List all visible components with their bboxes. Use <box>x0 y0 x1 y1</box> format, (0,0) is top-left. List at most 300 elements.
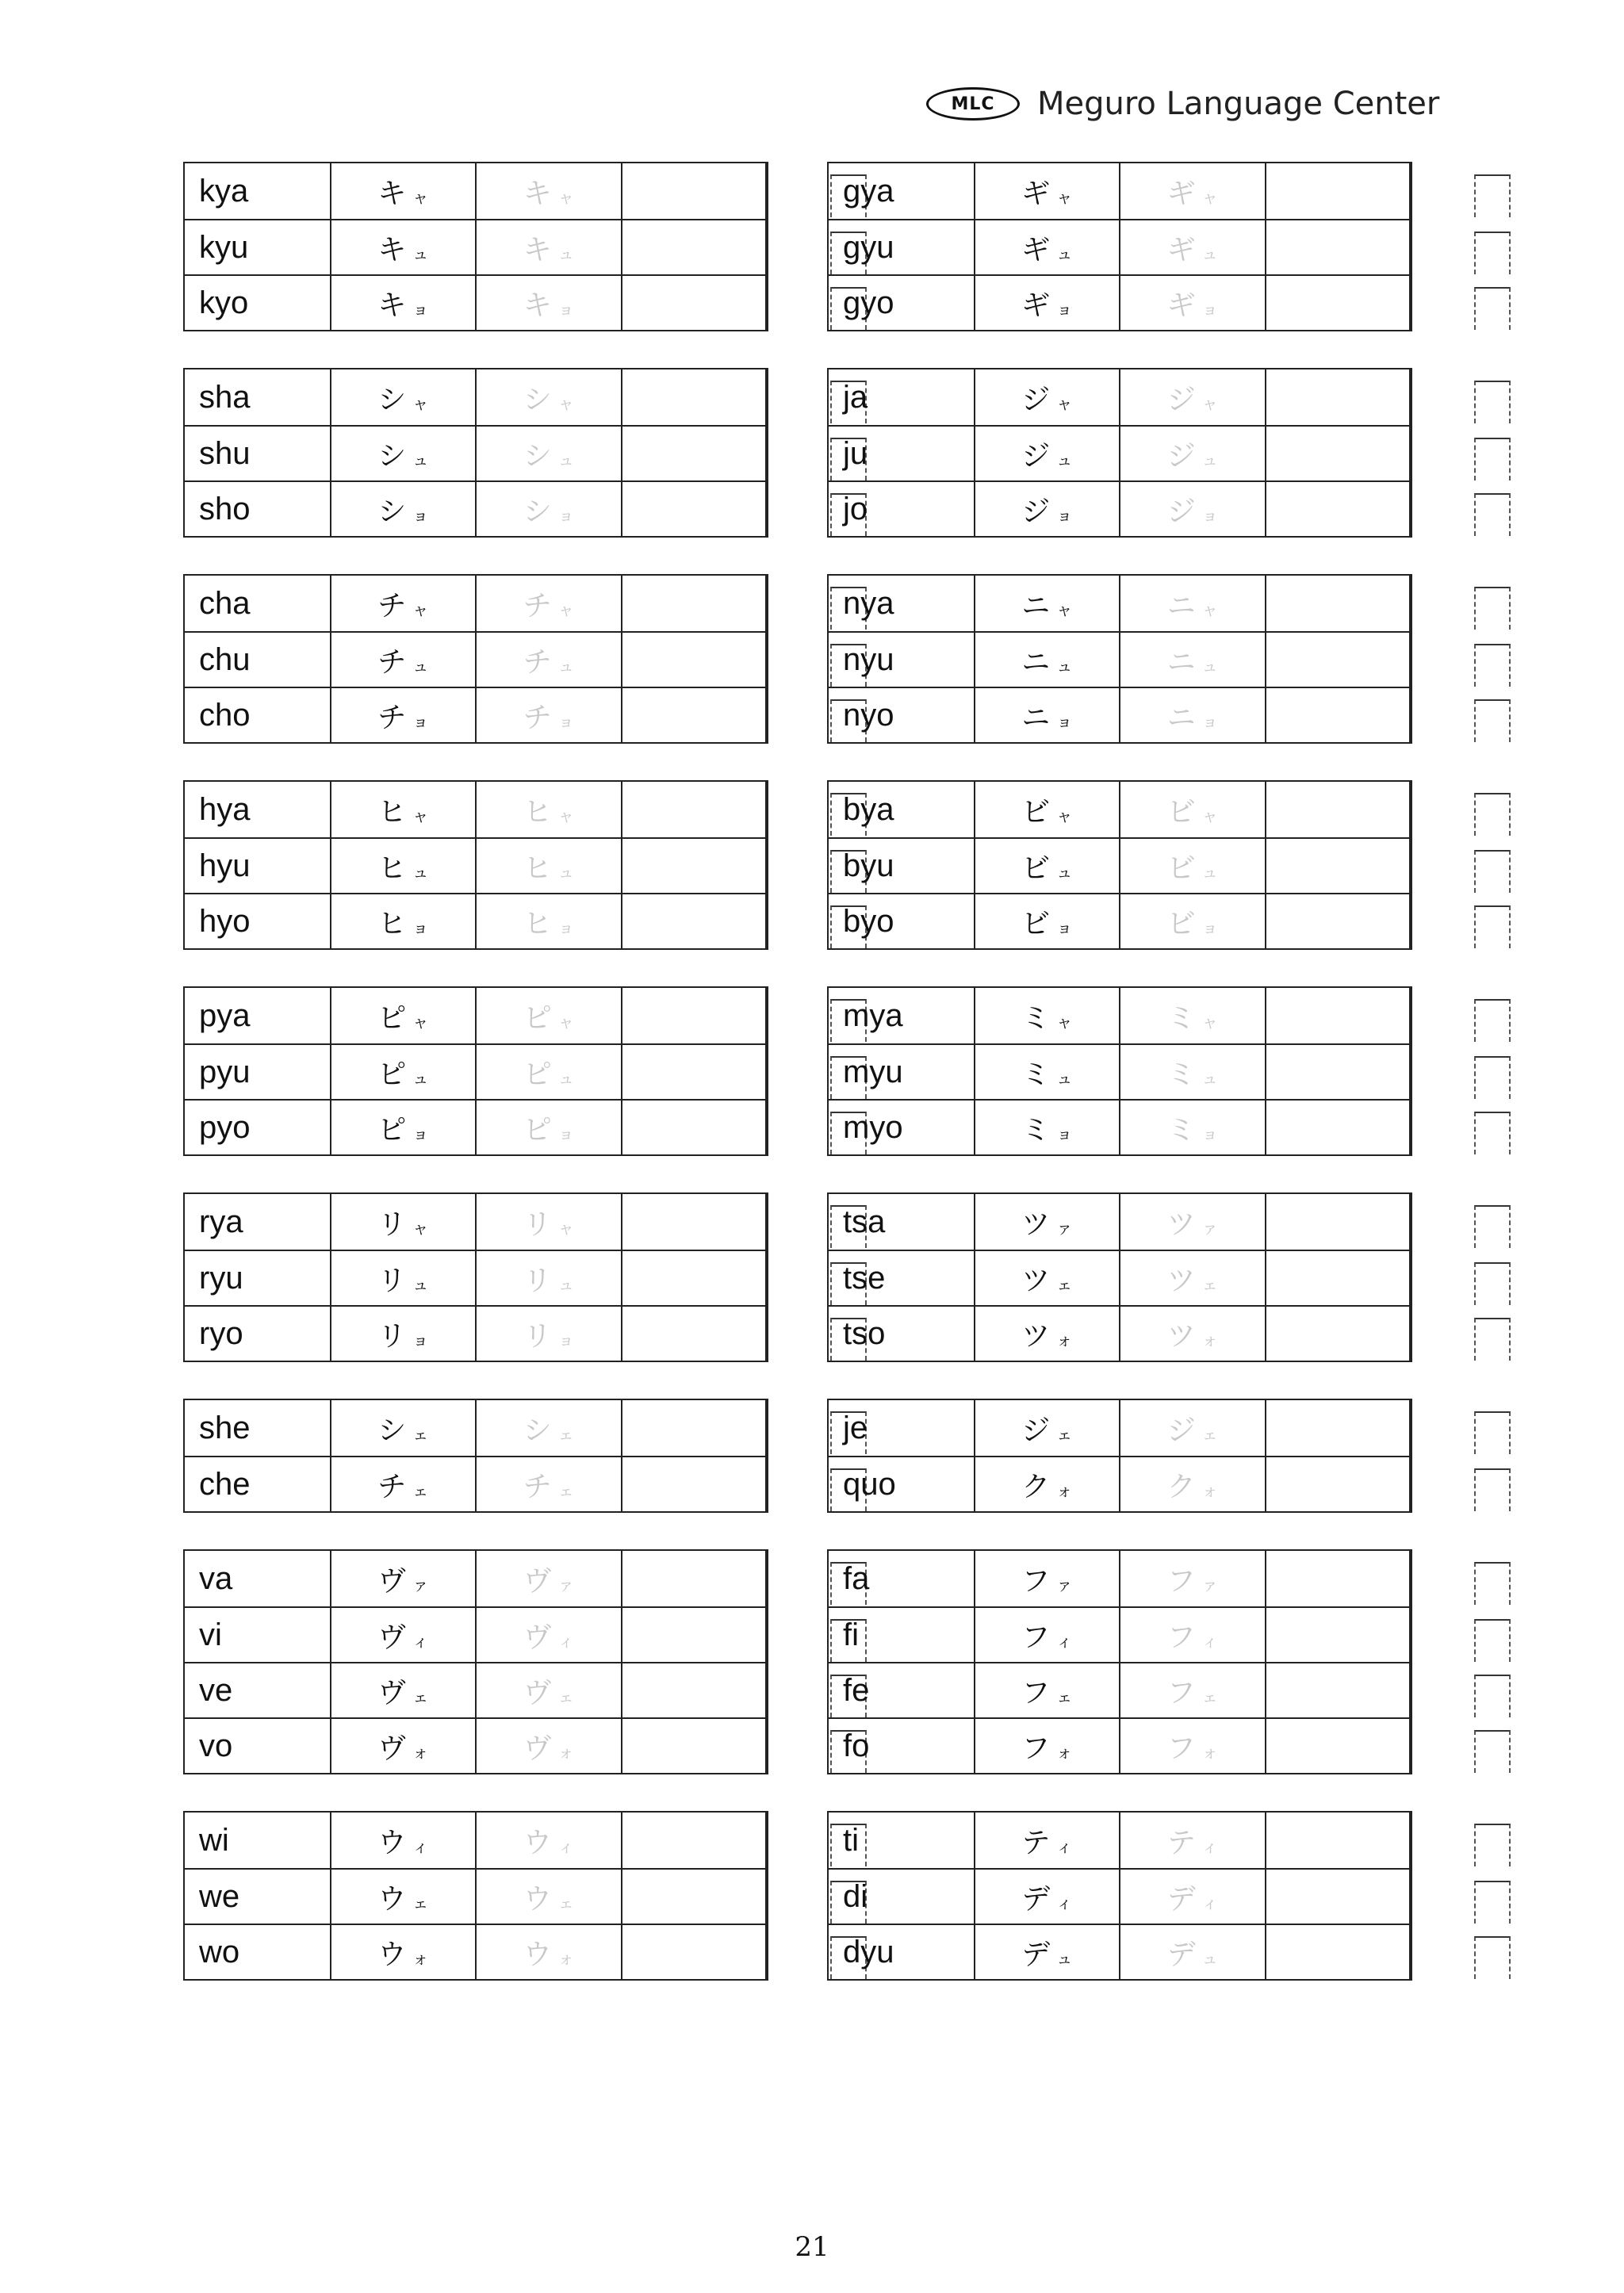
trace-small-char: ャ <box>557 1012 574 1032</box>
romaji-label: myu <box>843 1054 903 1089</box>
katakana-model <box>330 576 475 631</box>
dashed-practice-box <box>1474 1056 1511 1099</box>
writing-blank <box>621 276 765 330</box>
practice-box-cell <box>765 427 767 480</box>
practice-box-cell <box>1409 1608 1411 1662</box>
romaji-label: wo <box>199 1934 240 1970</box>
romaji-label: wi <box>199 1822 229 1858</box>
model-main-char: リ <box>377 1264 407 1297</box>
writing-blank <box>1265 1663 1409 1717</box>
romaji-label: rya <box>199 1204 243 1239</box>
model-small-char: ャ <box>412 1012 429 1032</box>
romaji-label: hyo <box>199 903 251 939</box>
trace-main-char: チ <box>523 701 552 734</box>
trace-main-char: ツ <box>1166 1264 1196 1297</box>
katakana-trace <box>475 1719 620 1773</box>
trace-main-char: ビ <box>1166 907 1196 940</box>
katakana-trace <box>475 1307 620 1361</box>
writing-blank <box>621 1101 765 1154</box>
model-main-char: シ <box>377 383 407 416</box>
model-small-char: ェ <box>1056 1686 1073 1706</box>
model-main-char: フ <box>1021 1676 1051 1709</box>
syllable-group <box>827 1811 1412 1981</box>
syllable-group <box>827 368 1412 538</box>
romaji-label: kya <box>199 173 249 209</box>
katakana-trace <box>1119 482 1264 536</box>
model-small-char: ィ <box>1056 1836 1073 1856</box>
katakana-trace <box>475 1045 620 1099</box>
trace-main-char: チ <box>523 645 552 679</box>
model-main-char: ヴ <box>377 1732 407 1765</box>
model-small-char: ィ <box>1056 1893 1073 1912</box>
writing-blank <box>1265 988 1409 1043</box>
dashed-practice-box <box>1474 493 1511 536</box>
katakana-trace <box>475 276 620 330</box>
model-small-char: ァ <box>412 1575 429 1594</box>
model-main-char: ジ <box>1021 439 1051 473</box>
katakana-trace <box>475 576 620 631</box>
writing-blank <box>1265 1045 1409 1099</box>
model-small-char: ェ <box>412 1893 429 1912</box>
syllable-row <box>185 369 767 425</box>
writing-blank <box>621 633 765 687</box>
writing-blank <box>1265 1925 1409 1979</box>
katakana-trace <box>475 1663 620 1717</box>
trace-small-char: ァ <box>1201 1218 1218 1238</box>
katakana-model <box>974 988 1119 1043</box>
trace-small-char: ォ <box>1201 1742 1218 1762</box>
katakana-model <box>974 1307 1119 1361</box>
practice-box-cell <box>1409 220 1411 274</box>
romaji-label: hya <box>199 791 251 827</box>
practice-box-cell <box>1409 1925 1411 1979</box>
katakana-trace <box>1119 1194 1264 1250</box>
model-small-char: ョ <box>412 711 429 731</box>
model-main-char: ギ <box>1021 177 1051 210</box>
dashed-practice-box <box>1474 1468 1511 1511</box>
syllable-row <box>829 369 1411 425</box>
writing-blank <box>1265 1457 1409 1511</box>
romaji-label: we <box>199 1878 240 1914</box>
writing-blank <box>621 1045 765 1099</box>
model-main-char: ニ <box>1021 589 1051 622</box>
writing-blank <box>621 1194 765 1250</box>
katakana-model <box>974 482 1119 536</box>
dashed-practice-box <box>1474 793 1511 836</box>
syllable-row <box>185 1194 767 1250</box>
romaji-label: jo <box>843 491 868 526</box>
trace-small-char: ュ <box>1201 450 1218 469</box>
romaji-label: fa <box>843 1560 870 1596</box>
model-small-char: ャ <box>1056 806 1073 825</box>
romaji-label: ti <box>843 1822 859 1858</box>
model-small-char: ァ <box>1056 1218 1073 1238</box>
katakana-model <box>974 1925 1119 1979</box>
romaji-label: sho <box>199 491 251 526</box>
trace-small-char: ュ <box>1201 862 1218 882</box>
dashed-practice-box <box>1474 1411 1511 1454</box>
model-main-char: シ <box>377 495 407 528</box>
katakana-model <box>330 1551 475 1606</box>
katakana-model <box>330 1251 475 1305</box>
model-small-char: ェ <box>412 1424 429 1444</box>
katakana-model <box>330 427 475 480</box>
katakana-model <box>330 1813 475 1868</box>
trace-small-char: ュ <box>557 450 574 469</box>
model-small-char: ャ <box>1056 599 1073 619</box>
katakana-model <box>330 1457 475 1511</box>
model-main-char: ビ <box>1021 795 1051 829</box>
writing-blank <box>1265 1870 1409 1924</box>
writing-blank <box>621 220 765 274</box>
syllable-row <box>185 1924 767 1979</box>
romaji-label: nya <box>843 585 894 621</box>
romaji-label: tso <box>843 1315 886 1351</box>
dashed-practice-box <box>1474 1936 1511 1979</box>
katakana-trace <box>1119 633 1264 687</box>
katakana-model <box>974 839 1119 893</box>
katakana-model <box>974 1101 1119 1154</box>
katakana-model <box>330 1194 475 1250</box>
romaji-label: ve <box>199 1672 233 1708</box>
syllable-group <box>827 574 1412 744</box>
romaji-label: dyu <box>843 1934 894 1970</box>
romaji-label: gyo <box>843 285 894 320</box>
katakana-trace <box>475 482 620 536</box>
practice-box-cell <box>765 1925 767 1979</box>
trace-main-char: チ <box>523 589 552 622</box>
syllable-row <box>829 274 1411 330</box>
model-small-char: ュ <box>1056 243 1073 263</box>
trace-main-char: キ <box>523 289 552 322</box>
katakana-trace <box>475 369 620 425</box>
romaji-label: fi <box>843 1617 859 1652</box>
writing-blank <box>621 482 765 536</box>
trace-small-char: ュ <box>557 656 574 676</box>
katakana-model <box>974 427 1119 480</box>
katakana-model <box>330 1870 475 1924</box>
syllable-row <box>185 219 767 274</box>
model-small-char: ュ <box>1056 450 1073 469</box>
writing-blank <box>621 1251 765 1305</box>
model-main-char: チ <box>377 645 407 679</box>
practice-box-cell <box>765 1551 767 1606</box>
romaji-label: va <box>199 1560 233 1596</box>
trace-small-char: ェ <box>1201 1686 1218 1706</box>
katakana-model <box>974 1870 1119 1924</box>
model-small-char: ャ <box>1056 1012 1073 1032</box>
katakana-model <box>330 163 475 219</box>
model-main-char: ジ <box>1021 1414 1051 1447</box>
katakana-trace <box>475 1551 620 1606</box>
trace-small-char: ャ <box>557 599 574 619</box>
katakana-trace <box>475 1813 620 1868</box>
katakana-trace <box>475 894 620 948</box>
syllable-row <box>185 480 767 536</box>
writing-blank <box>1265 1608 1409 1662</box>
practice-box-cell <box>1409 427 1411 480</box>
practice-box-cell <box>1409 894 1411 948</box>
model-small-char: ォ <box>412 1948 429 1968</box>
katakana-trace <box>1119 576 1264 631</box>
trace-main-char: ビ <box>1166 795 1196 829</box>
trace-main-char: ヴ <box>523 1676 552 1709</box>
syllable-row <box>185 631 767 687</box>
dashed-practice-box <box>1474 850 1511 893</box>
model-main-char: チ <box>377 701 407 734</box>
model-small-char: ャ <box>412 599 429 619</box>
writing-blank <box>1265 1307 1409 1361</box>
syllable-row <box>829 988 1411 1043</box>
model-main-char: ヴ <box>377 1676 407 1709</box>
writing-blank <box>621 1870 765 1924</box>
trace-small-char: ィ <box>557 1631 574 1651</box>
katakana-trace <box>475 1608 620 1662</box>
trace-small-char: ュ <box>1201 656 1218 676</box>
trace-main-char: ミ <box>1166 1001 1196 1035</box>
trace-main-char: キ <box>523 233 552 266</box>
writing-blank <box>621 894 765 948</box>
katakana-model <box>974 1608 1119 1662</box>
trace-main-char: ピ <box>523 1058 552 1091</box>
practice-box-cell <box>765 1400 767 1456</box>
model-main-char: デ <box>1021 1882 1051 1916</box>
dashed-practice-box <box>1474 438 1511 480</box>
katakana-model <box>974 633 1119 687</box>
practice-box-cell <box>1409 576 1411 631</box>
katakana-model <box>974 1813 1119 1868</box>
writing-blank <box>1265 1551 1409 1606</box>
model-main-char: テ <box>1021 1826 1051 1859</box>
model-main-char: シ <box>377 439 407 473</box>
model-main-char: ツ <box>1021 1319 1051 1353</box>
syllable-row <box>185 1400 767 1456</box>
dashed-practice-box <box>1474 1730 1511 1773</box>
syllable-group <box>183 162 768 331</box>
katakana-model <box>330 1719 475 1773</box>
katakana-trace <box>475 1870 620 1924</box>
trace-small-char: ョ <box>1201 505 1218 525</box>
syllable-row <box>829 1551 1411 1606</box>
katakana-trace <box>1119 220 1264 274</box>
page-header <box>926 86 1439 122</box>
model-small-char: ェ <box>412 1686 429 1706</box>
practice-box-cell <box>1409 688 1411 742</box>
trace-small-char: ィ <box>1201 1631 1218 1651</box>
model-small-char: ョ <box>412 1330 429 1349</box>
practice-box-cell <box>1409 482 1411 536</box>
syllable-group <box>827 986 1412 1156</box>
romaji-label: pya <box>199 997 251 1033</box>
katakana-model <box>330 988 475 1043</box>
model-main-char: キ <box>377 289 407 322</box>
trace-small-char: ャ <box>557 806 574 825</box>
trace-small-char: ャ <box>1201 393 1218 413</box>
writing-blank <box>621 427 765 480</box>
katakana-model <box>330 839 475 893</box>
practice-box-cell <box>765 633 767 687</box>
model-small-char: ュ <box>412 1274 429 1294</box>
writing-blank <box>1265 427 1409 480</box>
syllable-group <box>827 1192 1412 1362</box>
practice-box-cell <box>765 1663 767 1717</box>
model-main-char: ヒ <box>377 907 407 940</box>
trace-small-char: ェ <box>1201 1424 1218 1444</box>
katakana-trace <box>475 1194 620 1250</box>
practice-box-cell <box>765 1870 767 1924</box>
practice-box-cell <box>1409 1719 1411 1773</box>
model-main-char: ヴ <box>377 1564 407 1598</box>
syllable-row <box>829 893 1411 948</box>
romaji-label: byo <box>843 903 894 939</box>
syllable-row <box>829 1924 1411 1979</box>
model-main-char: キ <box>377 177 407 210</box>
katakana-trace <box>1119 427 1264 480</box>
trace-main-char: ヒ <box>523 907 552 940</box>
dashed-practice-box <box>1474 174 1511 217</box>
syllable-row <box>185 988 767 1043</box>
writing-blank <box>1265 276 1409 330</box>
romaji-label: shu <box>199 435 251 471</box>
trace-small-char: ュ <box>1201 1948 1218 1968</box>
trace-main-char: ツ <box>1166 1319 1196 1353</box>
practice-box-cell <box>765 1719 767 1773</box>
model-small-char: ュ <box>412 656 429 676</box>
katakana-trace <box>1119 276 1264 330</box>
writing-blank <box>1265 369 1409 425</box>
practice-box-cell <box>765 276 767 330</box>
trace-small-char: ャ <box>1201 806 1218 825</box>
model-small-char: ォ <box>1056 1742 1073 1762</box>
writing-blank <box>621 1457 765 1511</box>
syllable-group <box>183 1811 768 1981</box>
writing-blank <box>621 688 765 742</box>
dashed-practice-box <box>1474 381 1511 423</box>
practice-box-cell <box>765 576 767 631</box>
katakana-trace <box>475 839 620 893</box>
model-main-char: ウ <box>377 1938 407 1971</box>
model-main-char: シ <box>377 1414 407 1447</box>
model-small-char: ョ <box>1056 917 1073 937</box>
practice-box-cell <box>1409 1663 1411 1717</box>
trace-main-char: ミ <box>1166 1113 1196 1146</box>
practice-box-cell <box>1409 633 1411 687</box>
trace-main-char: ウ <box>523 1882 552 1916</box>
dashed-practice-box <box>1474 905 1511 948</box>
katakana-trace <box>1119 894 1264 948</box>
trace-small-char: ョ <box>557 917 574 937</box>
trace-main-char: ジ <box>1166 495 1196 528</box>
syllable-row <box>829 837 1411 893</box>
practice-box-cell <box>1409 782 1411 837</box>
model-small-char: ョ <box>1056 1124 1073 1143</box>
syllable-row <box>829 219 1411 274</box>
syllable-row <box>829 631 1411 687</box>
katakana-model <box>330 1925 475 1979</box>
model-small-char: ャ <box>412 393 429 413</box>
writing-blank <box>1265 688 1409 742</box>
trace-small-char: ョ <box>557 711 574 731</box>
trace-small-char: ョ <box>557 299 574 319</box>
trace-main-char: シ <box>523 1414 552 1447</box>
katakana-trace <box>1119 1251 1264 1305</box>
trace-main-char: リ <box>523 1319 552 1353</box>
katakana-trace <box>1119 1925 1264 1979</box>
katakana-trace <box>1119 1608 1264 1662</box>
practice-box-cell <box>765 1307 767 1361</box>
practice-box-cell <box>765 1608 767 1662</box>
syllable-row <box>185 782 767 837</box>
syllable-row <box>829 1305 1411 1361</box>
syllable-row <box>829 425 1411 480</box>
katakana-model <box>974 1719 1119 1773</box>
katakana-trace <box>475 163 620 219</box>
trace-main-char: ジ <box>1166 439 1196 473</box>
syllable-row <box>185 1305 767 1361</box>
model-small-char: ォ <box>412 1742 429 1762</box>
trace-small-char: ェ <box>557 1480 574 1500</box>
katakana-trace <box>475 782 620 837</box>
writing-blank <box>621 1608 765 1662</box>
model-small-char: ィ <box>1056 1631 1073 1651</box>
trace-main-char: ピ <box>523 1001 552 1035</box>
katakana-trace <box>475 688 620 742</box>
dashed-practice-box <box>1474 587 1511 630</box>
practice-box-cell <box>1409 839 1411 893</box>
trace-main-char: シ <box>523 439 552 473</box>
practice-box-cell <box>1409 1870 1411 1924</box>
model-main-char: ギ <box>1021 233 1051 266</box>
trace-main-char: ツ <box>1166 1208 1196 1241</box>
trace-small-char: ェ <box>557 1424 574 1444</box>
model-small-char: ュ <box>412 862 429 882</box>
syllable-row <box>185 1456 767 1511</box>
trace-main-char: デ <box>1166 1938 1196 1971</box>
trace-small-char: ュ <box>1201 243 1218 263</box>
romaji-label: quo <box>843 1466 896 1502</box>
trace-small-char: ュ <box>557 1274 574 1294</box>
syllable-row <box>829 1662 1411 1717</box>
trace-small-char: ェ <box>557 1686 574 1706</box>
practice-box-cell <box>1409 276 1411 330</box>
katakana-trace <box>1119 1400 1264 1456</box>
katakana-model <box>330 220 475 274</box>
romaji-label: fo <box>843 1728 870 1763</box>
katakana-model <box>974 1045 1119 1099</box>
writing-blank <box>1265 163 1409 219</box>
model-main-char: リ <box>377 1319 407 1353</box>
syllable-group <box>183 574 768 744</box>
model-small-char: ャ <box>412 187 429 207</box>
trace-small-char: ォ <box>1201 1330 1218 1349</box>
dashed-practice-box <box>1474 232 1511 274</box>
katakana-trace <box>1119 1101 1264 1154</box>
trace-small-char: ョ <box>1201 917 1218 937</box>
syllable-row <box>185 1551 767 1606</box>
practice-box-cell <box>1409 1551 1411 1606</box>
writing-blank <box>1265 482 1409 536</box>
trace-main-char: ヴ <box>523 1732 552 1765</box>
model-main-char: デ <box>1021 1938 1051 1971</box>
dashed-practice-box <box>1474 1112 1511 1154</box>
writing-blank <box>1265 782 1409 837</box>
trace-small-char: ュ <box>557 862 574 882</box>
practice-box-cell <box>765 1813 767 1868</box>
trace-main-char: ニ <box>1166 701 1196 734</box>
model-small-char: ォ <box>1056 1480 1073 1500</box>
model-main-char: ジ <box>1021 383 1051 416</box>
writing-blank <box>1265 894 1409 948</box>
